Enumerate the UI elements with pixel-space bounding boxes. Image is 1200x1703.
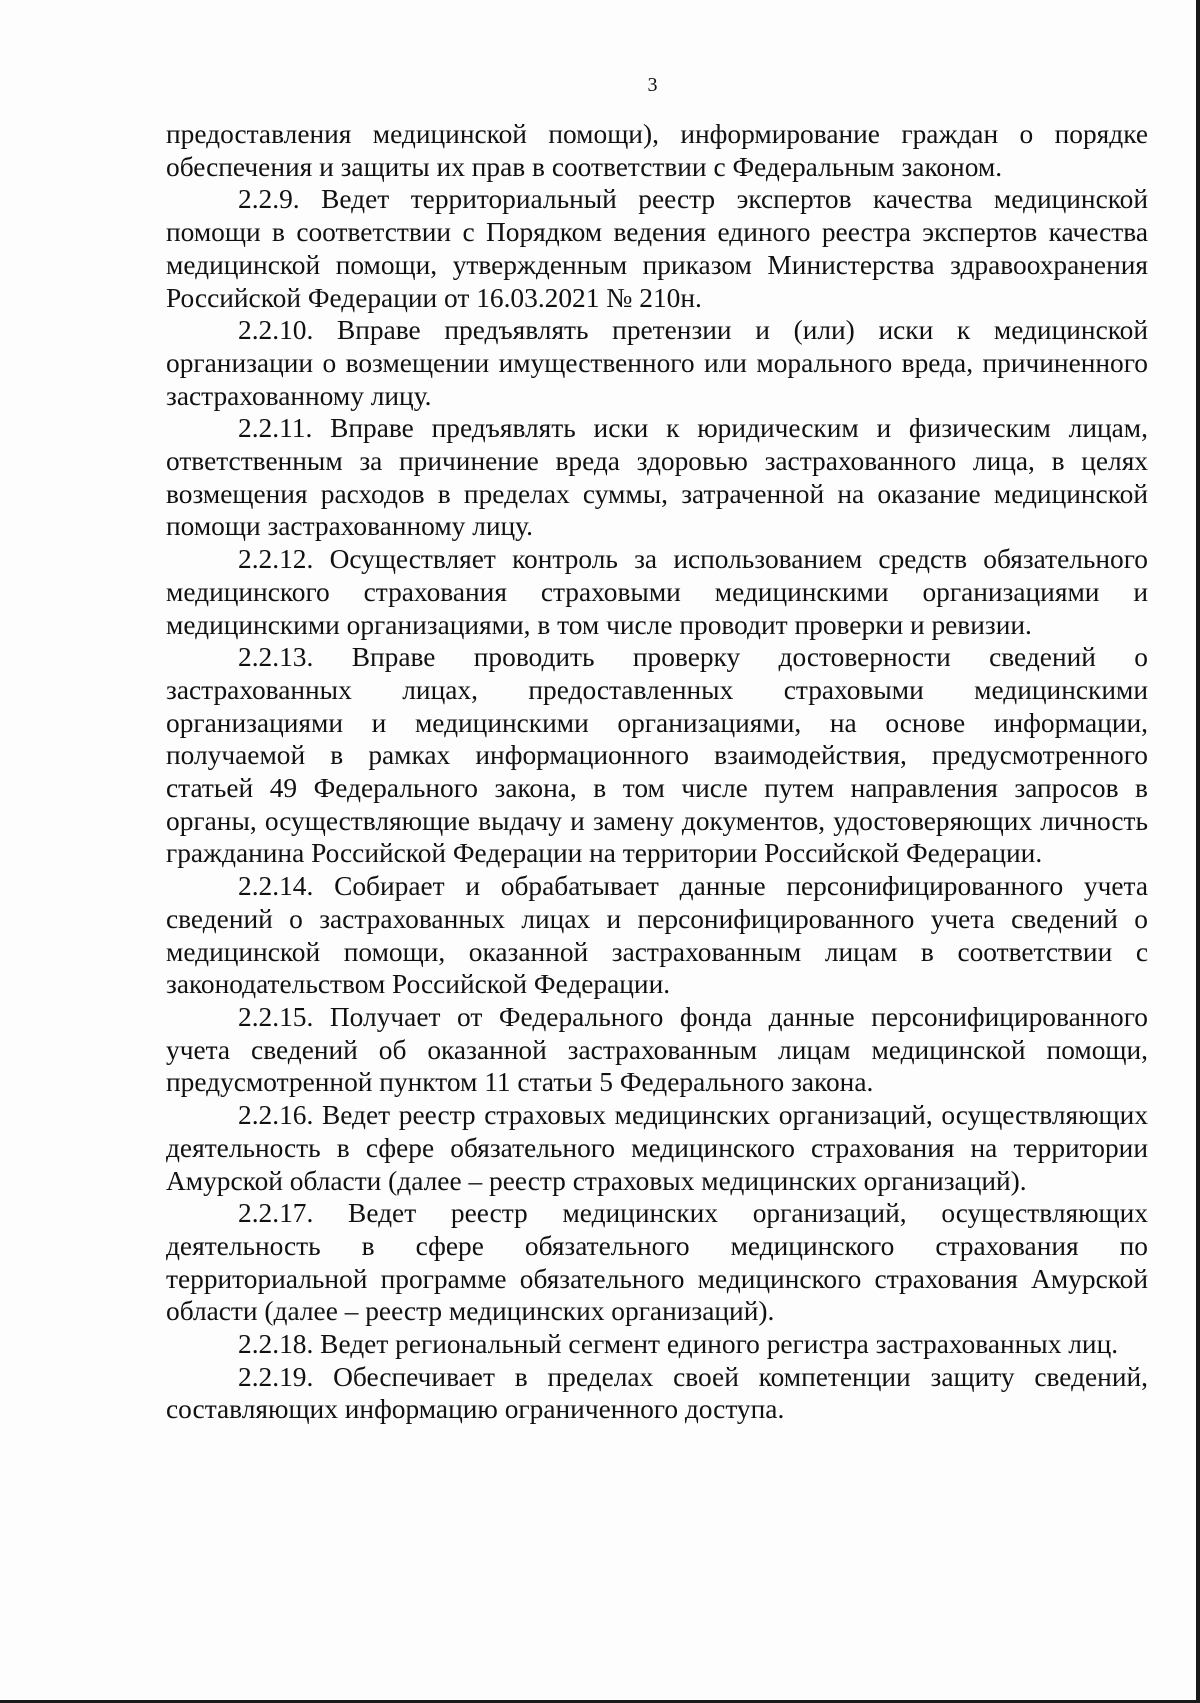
- paragraph-2-2-15: 2.2.15. Получает от Федерального фонда данные персонифицированного учета сведений об оказанной застрахованным лицам медицинской помощи, предусмотренной пунктом 11 статьи 5 Федерального закона.: [166, 1001, 1148, 1098]
- paragraph-2-2-14: 2.2.14. Собирает и обрабатывает данные персонифицированного учета сведений о застрахованных лицах и персонифицированного учета сведений о медицинской помощи, оказанной застрахованным лицам в соответствии с законодательством Российской Федерации.: [166, 871, 1148, 1000]
- page-number: 3: [647, 74, 658, 96]
- paragraph-2-2-19: 2.2.19. Обеспечивает в пределах своей компетенции защиту сведений, составляющих информацию ограниченного доступа.: [166, 1361, 1148, 1425]
- paragraph-2-2-13: 2.2.13. Вправе проводить проверку достоверности сведений о застрахованных лицах, предоставленных страховыми медицинскими организациями и медицинскими организациями, на основе информации, получаемой в рамках информационного взаимодействия, предусмотренного статьей 49 Федерального закона, в том числе путем направления запросов в органы, осуществляющие выдачу и замену документов, удостоверяющих личность гражданина Российской Федерации на территории Российской Федерации.: [166, 642, 1148, 869]
- paragraph-2-2-10: 2.2.10. Вправе предъявлять претензии и (или) иски к медицинской организации о возмещении имущественного или морального вреда, причиненного застрахованному лицу.: [166, 315, 1148, 411]
- paragraph-2-2-16: 2.2.16. Ведет реестр страховых медицинских организаций, осуществляющих деятельность в сфере обязательного медицинского страхования на территории Амурской области (далее – реестр страховых медицинских организаций).: [166, 1100, 1148, 1196]
- document-body: [166, 118, 1148, 1426]
- paragraph-continuation: предоставления медицинской помощи), информирование граждан о порядке обеспечения и защиты их прав в соответствии с Федеральным законом.: [166, 119, 1148, 182]
- scan-edge-right: [1196, 0, 1200, 1703]
- paragraph-2-2-17: 2.2.17. Ведет реестр медицинских организаций, осуществляющих деятельность в сфере обязательного медицинского страхования по территориальной программе обязательного медицинского страхования Амурской области (далее – реестр медицинских организаций).: [166, 1198, 1148, 1327]
- paragraph-2-2-9: 2.2.9. Ведет территориальный реестр экспертов качества медицинской помощи в соответствии с Порядком ведения единого реестра экспертов качества медицинской помощи, утвержденным приказом Министерства здравоохранения Российской Федерации от 16.03.2021 № 210н.: [166, 184, 1148, 313]
- paragraph-2-2-18: 2.2.18. Ведет региональный сегмент единого регистра застрахованных лиц.: [238, 1329, 1119, 1360]
- paragraph-2-2-11: 2.2.11. Вправе предъявлять иски к юридическим и физическим лицам, ответственным за причинение вреда здоровью застрахованного лица, в целях возмещения расходов в пределах суммы, затраченной на оказание медицинской помощи застрахованному лицу.: [166, 413, 1148, 542]
- paragraph-2-2-12: 2.2.12. Осуществляет контроль за использованием средств обязательного медицинского страхования страховыми медицинскими организациями и медицинскими организациями, в том числе проводит проверки и ревизии.: [166, 544, 1148, 640]
